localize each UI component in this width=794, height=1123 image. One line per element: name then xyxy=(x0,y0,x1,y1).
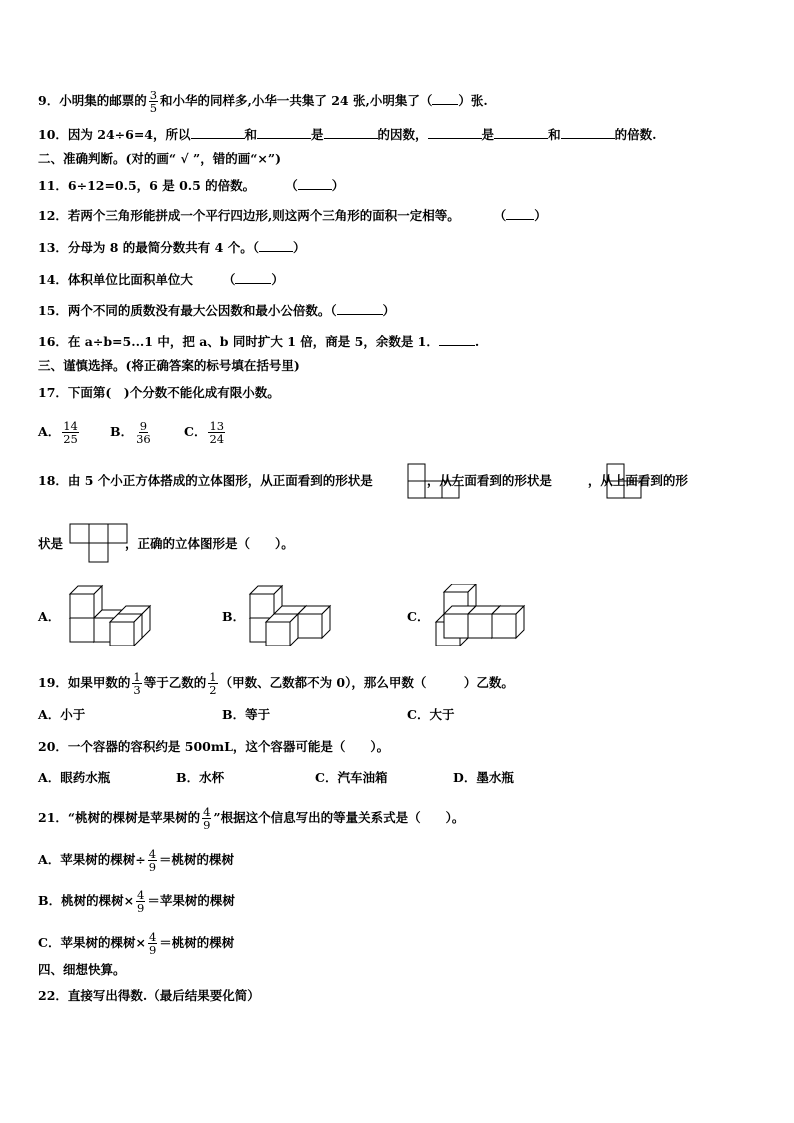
q10-blank-4[interactable] xyxy=(428,126,482,139)
q12-answer-blank[interactable] xyxy=(506,207,534,220)
q21-option-b[interactable]: B．桃树的棵树× $\frac{4}{9}$ ＝苹果树的棵树 xyxy=(38,888,235,915)
question-18-line-1: 18．由 5 个小正方体搭成的立体图形，从正面看到的形状是 ，从左面看到的形状是 ，从上面看到的形 xyxy=(38,473,688,488)
q20-option-d[interactable]: D．墨水瓶 xyxy=(453,770,514,785)
q19-option-b[interactable]: B．等于 xyxy=(222,707,271,722)
q10-blank-1[interactable] xyxy=(191,126,245,139)
question-12: 12．若两个三角形能拼成一个平行四边形,则这两个三角形的面积一定相等。 （ ） xyxy=(38,208,547,223)
question-15: 15．两个不同的质数没有最大公因数和最小公倍数。（ ） xyxy=(38,303,396,318)
q19-fraction-2: $\frac{1}{2}$ xyxy=(209,670,217,697)
q21-option-a[interactable]: A．苹果树的棵树÷ $\frac{4}{9}$ ＝桃树的棵树 xyxy=(38,847,235,874)
question-13: 13．分母为 8 的最简分数共有 4 个。（ ） xyxy=(38,240,306,255)
question-21: 21．“桃树的棵树是苹果树的 $\frac{4}{9}$ ”根据这个信息写出的等量关系式是（ ）。 xyxy=(38,805,465,832)
q14-answer-blank[interactable] xyxy=(235,271,271,284)
q15-answer-blank[interactable] xyxy=(337,302,383,315)
q9-answer-blank[interactable] xyxy=(432,92,458,105)
section-4-heading: 四、细想快算。 xyxy=(38,962,126,977)
q17-option-a[interactable]: A． $\frac{14}{25}$ xyxy=(38,419,78,446)
q20-option-b[interactable]: B．水杯 xyxy=(176,770,225,785)
q17-option-c[interactable]: C． $\frac{13}{24}$ xyxy=(184,419,225,446)
question-9: 9．小明集的邮票的 $\frac{3}{5}$ 和小华的同样多,小华一共集了 24 张,小明集了（ ）张. xyxy=(38,88,488,115)
top-view-figure xyxy=(68,522,128,564)
q11-answer-blank[interactable] xyxy=(298,177,332,190)
q10-blank-6[interactable] xyxy=(561,126,615,139)
q10-blank-2[interactable] xyxy=(257,126,311,139)
q18-option-c-cubes[interactable] xyxy=(432,584,528,646)
question-20: 20．一个容器的容积约是 500mL，这个容器可能是（ ）。 xyxy=(38,739,390,754)
question-10: 10．因为 24÷6=4，所以 和 是 的因数， 是 和 的倍数. xyxy=(38,127,657,142)
section-3-heading: 三、谨慎选择。(将正确答案的标号填在括号里) xyxy=(38,358,300,373)
section-2-heading: 二、准确判断。(对的画“ √ ”，错的画“×”) xyxy=(38,151,281,166)
q16-answer-blank[interactable] xyxy=(439,333,475,346)
q18-option-a-label[interactable]: A． xyxy=(38,609,61,624)
q17-option-b[interactable]: B． $\frac{9}{36}$ xyxy=(110,419,151,446)
question-16: 16．在 a÷b=5...1 中，把 a、b 同时扩大 1 倍，商是 5，余数是 1． . xyxy=(38,334,480,349)
q21-option-c[interactable]: C．苹果树的棵树× $\frac{4}{9}$ ＝桃树的棵树 xyxy=(38,930,235,957)
question-19: 19．如果甲数的 $\frac{1}{3}$ 等于乙数的 $\frac{1}{2}$ （甲数、乙数都不为 0），那么甲数（ ）乙数。 xyxy=(38,670,514,697)
q18-option-a-cubes[interactable] xyxy=(66,584,152,646)
q21-fraction: $\frac{4}{9}$ xyxy=(203,805,211,832)
question-11: 11．6÷12=0.5，6 是 0.5 的倍数。 （ ） xyxy=(38,178,345,193)
q19-option-c[interactable]: C．大于 xyxy=(407,707,455,722)
question-17: 17．下面第( )个分数不能化成有限小数。 xyxy=(38,385,280,400)
front-view-figure xyxy=(406,462,462,500)
q20-option-c[interactable]: C．汽车油箱 xyxy=(315,770,388,785)
q18-option-b-label[interactable]: B． xyxy=(222,609,246,624)
q10-blank-3[interactable] xyxy=(324,126,378,139)
q19-fraction-1: $\frac{1}{3}$ xyxy=(133,670,141,697)
q9-prefix: 9．小明集的邮票的 xyxy=(38,93,147,108)
left-view-figure xyxy=(605,462,643,500)
question-22: 22．直接写出得数.（最后结果要化简） xyxy=(38,988,260,1003)
q9-mid: 和小华的同样多,小华一共集了 24 张,小明集了（ xyxy=(160,93,433,108)
question-14: 14．体积单位比面积单位大 （ ） xyxy=(38,272,284,287)
question-18-line-2: 状是 ，正确的立体图形是（ ）。 xyxy=(38,536,294,551)
q13-answer-blank[interactable] xyxy=(259,239,293,252)
q19-option-a[interactable]: A．小于 xyxy=(38,707,86,722)
q18-option-b-cubes[interactable] xyxy=(246,584,332,646)
q20-option-a[interactable]: A．眼药水瓶 xyxy=(38,770,111,785)
q10-blank-5[interactable] xyxy=(494,126,548,139)
q9-fraction: $\frac{3}{5}$ xyxy=(149,88,158,115)
q18-option-c-label[interactable]: C． xyxy=(407,609,430,624)
